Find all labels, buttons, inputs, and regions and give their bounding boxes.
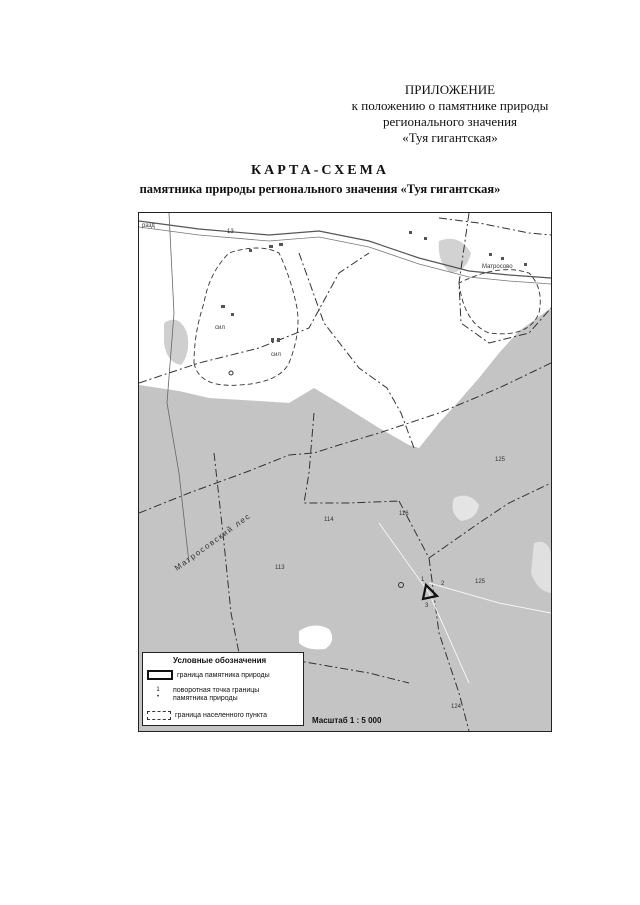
legend-item-settlement: [147, 711, 267, 720]
legend-item-point: [147, 687, 293, 703]
map-title-sub: памятника природы регионального значения «Туя гигантская»: [139, 182, 501, 196]
label-village: Матросово: [482, 264, 513, 270]
settlement-symbol: [229, 371, 233, 375]
appendix-line-3: регионального значения: [382, 114, 518, 129]
settlement-boundary-icon: [147, 711, 171, 720]
legend-item-point-label: поворотная точка границы памятника природы: [173, 687, 260, 702]
map-title: [0, 163, 640, 197]
label-q125b: 125: [475, 579, 486, 585]
label-q125a: 125: [495, 457, 506, 463]
legend-title: Условные обозначения: [173, 656, 267, 665]
label-point-1: 1: [421, 577, 425, 583]
legend: [142, 652, 304, 726]
label-forest: Матросовский лес: [172, 511, 253, 573]
turning-point-number: 1: [156, 687, 160, 693]
forest-patch-nw: [164, 320, 188, 365]
appendix-line-2: к положению о памятнике природы: [351, 98, 549, 113]
label-sil-2: сил: [271, 352, 281, 358]
appendix-line-4: «Туя гигантская»: [402, 130, 498, 145]
buildings: [221, 231, 527, 342]
turning-point-icon: 1 •: [156, 687, 160, 700]
clearing-south: [299, 625, 332, 649]
label-q114: 114: [324, 517, 334, 523]
label-sil-1: сил: [215, 325, 225, 331]
appendix-header: [320, 82, 580, 146]
label-q124: 124: [451, 704, 462, 710]
map-title-main: КАРТА-СХЕМА: [251, 163, 389, 178]
legend-item-boundary: [147, 670, 270, 680]
legend-item-boundary-label: граница памятника природы: [177, 671, 270, 679]
label-point-3: 3: [425, 603, 429, 609]
label-q113: 113: [275, 565, 285, 571]
label-q13: 13: [227, 229, 234, 235]
boundary-symbol-icon: [147, 670, 173, 680]
appendix-line-1: ПРИЛОЖЕНИЕ: [404, 82, 496, 97]
label-point-2: 2: [441, 581, 445, 587]
label-q116: 116: [399, 511, 409, 517]
legend-item-settlement-label: граница населенного пункта: [175, 712, 268, 719]
map-scale: Масштаб 1 : 5 000: [312, 716, 382, 725]
label-top-left: разд: [142, 223, 155, 229]
